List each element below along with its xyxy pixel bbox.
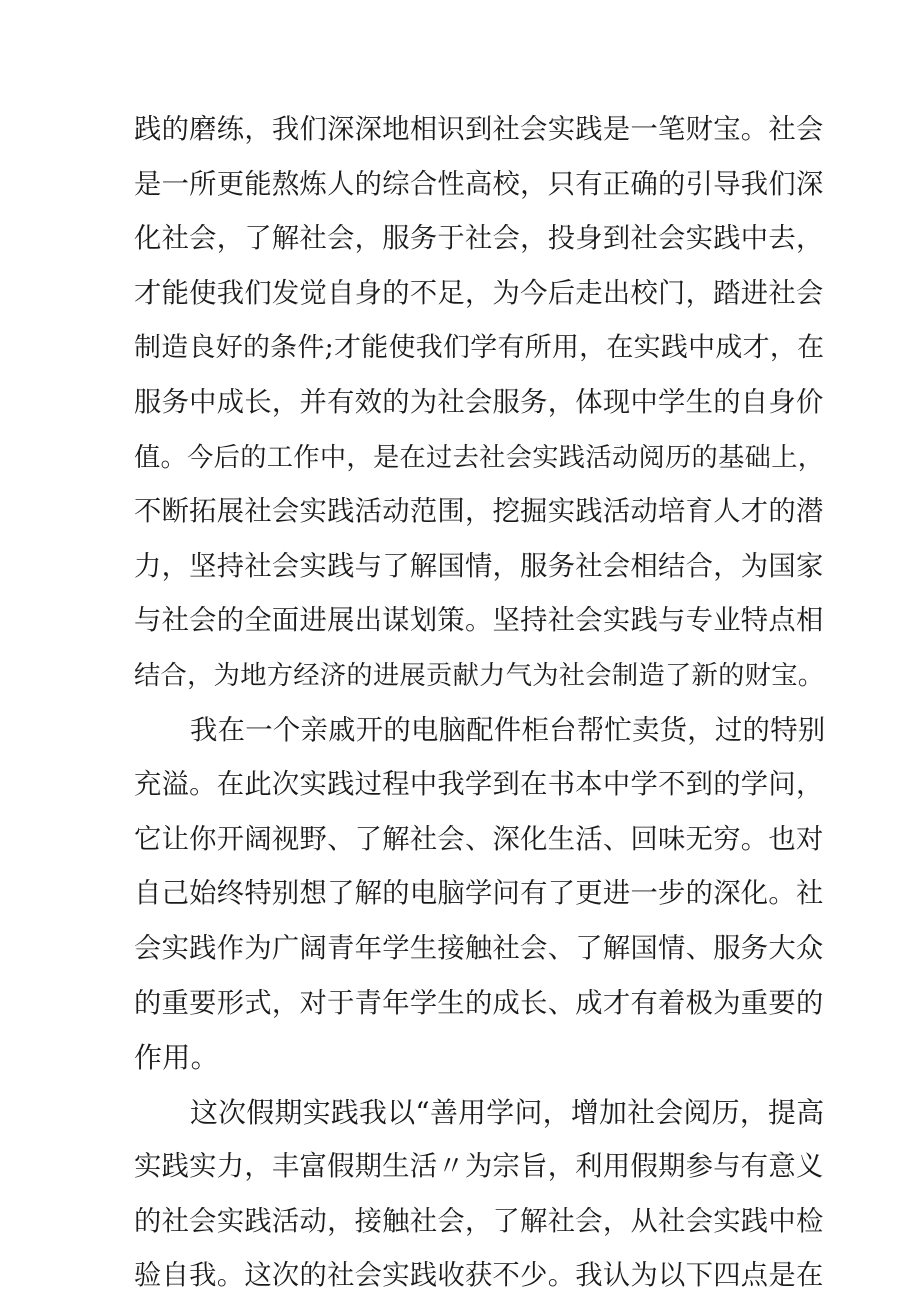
text-line: 制造良好的条件;才能使我们学有所用，在实践中成才，在 xyxy=(134,332,825,364)
text-line: 它让你开阔视野、了解社会、深化生活、回味无穷。也对 xyxy=(134,823,824,855)
text-line: 力，坚持社会实践与了解国情，服务社会相结合，为国家 xyxy=(134,550,824,582)
text-line: 是一所更能熬炼人的综合性高校，只有正确的引导我们深 xyxy=(134,168,824,200)
text-line: 充溢。在此次实践过程中我学到在书本中学不到的学问， xyxy=(134,769,824,801)
text-line: 自己始终特别想了解的电脑学问有了更进一步的深化。社 xyxy=(134,878,824,910)
paragraph-start-line: 这次假期实践我以“善用学问，增加社会阅历，提高 xyxy=(190,1095,825,1129)
paragraph-start-line: 我在一个亲戚开的电脑配件柜台帮忙卖货，过的特别 xyxy=(190,714,826,746)
text-line: 化社会，了解社会，服务于社会，投身到社会实践中去， xyxy=(134,223,824,255)
text-line: 不断拓展社会实践活动范围，挖掘实践活动培育人才的潜 xyxy=(134,496,824,528)
text-line: 作用。 xyxy=(134,1041,219,1075)
text-line: 才能使我们发觉自身的不足，为今后走出校门，踏进社会 xyxy=(134,277,824,309)
text-line: 践的磨练，我们深深地相识到社会实践是一笔财宝。社会 xyxy=(134,114,824,145)
text-line: 会实践作为广阔青年学生接触社会、了解国情、服务大众 xyxy=(134,932,824,964)
text-line: 值。今后的工作中，是在过去社会实践活动阅历的基础上， xyxy=(134,442,825,473)
text-line: 的重要形式，对于青年学生的成长、成才有着极为重要的 xyxy=(134,987,824,1019)
text-line: 服务中成长，并有效的为社会服务，体现中学生的自身价 xyxy=(134,386,824,418)
body-text xyxy=(134,103,826,1304)
text-line: 的社会实践活动，接触社会，了解社会，从社会实践中检 xyxy=(134,1205,824,1237)
text-line: 实践实力，丰富假期生活〃为宗旨，利用假期参与有意义 xyxy=(134,1151,824,1183)
text-line: 结合，为地方经济的进展贡献力气为社会制造了新的财宝。 xyxy=(134,660,825,691)
text-line: 与社会的全面进展出谋划策。坚持社会实践与专业特点相 xyxy=(134,605,824,637)
text-line: 验自我。这次的社会实践收获不少。我认为以下四点是在 xyxy=(134,1260,824,1292)
